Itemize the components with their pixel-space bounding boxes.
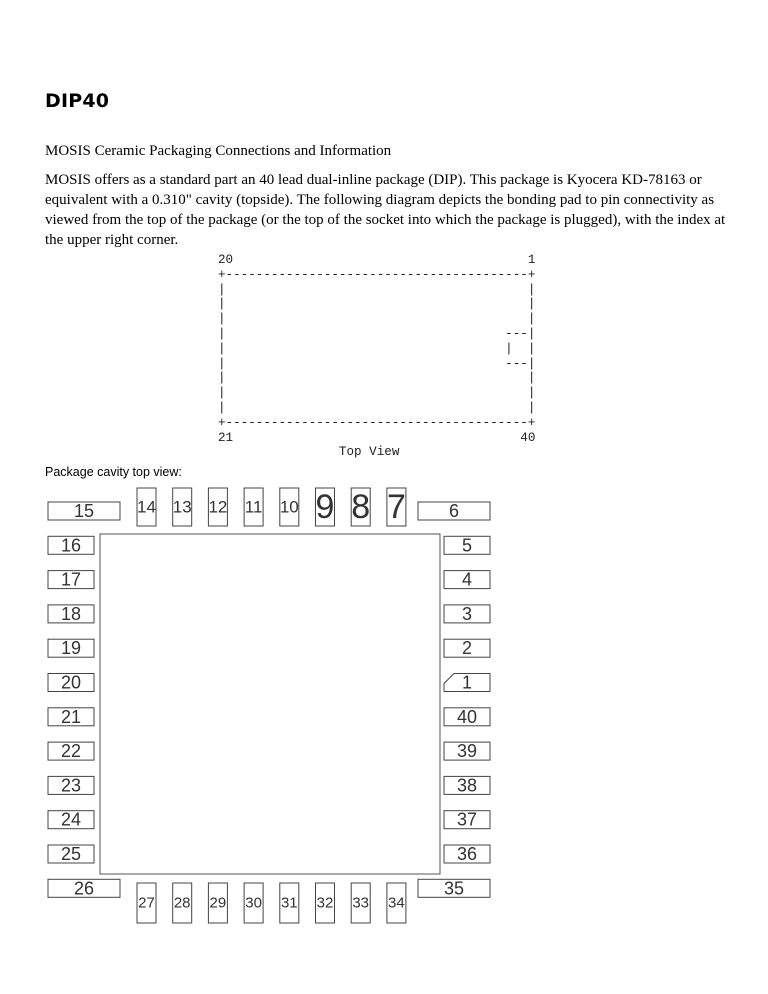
pad-label: 18 xyxy=(60,603,82,624)
cavity-caption: Package cavity top view: xyxy=(45,465,182,479)
pad-label: 30 xyxy=(245,894,262,912)
pad-label: 5 xyxy=(461,535,473,556)
pad-24 xyxy=(48,810,94,830)
cavity-outline xyxy=(100,534,440,874)
pad-16 xyxy=(48,535,94,555)
pad-label: 22 xyxy=(60,741,82,762)
pad-label: 40 xyxy=(456,706,478,727)
pad-26 xyxy=(48,878,120,898)
pad-27 xyxy=(137,883,156,923)
page-title: DIP40 xyxy=(45,90,110,112)
pad-label: 35 xyxy=(443,878,465,899)
pad-19 xyxy=(48,638,94,658)
pad-40 xyxy=(444,707,490,727)
pad-8 xyxy=(351,488,370,526)
pad-label: 10 xyxy=(279,497,299,517)
pad-label: 32 xyxy=(316,894,334,912)
pad-label: 36 xyxy=(456,844,478,864)
pad-23 xyxy=(48,775,94,795)
pad-39 xyxy=(444,741,490,761)
pad-label: 17 xyxy=(60,569,82,590)
pad-label: 23 xyxy=(60,775,82,796)
pad-1 xyxy=(444,673,490,693)
pad-6 xyxy=(418,501,490,521)
pad-31 xyxy=(280,883,299,923)
pad-5 xyxy=(444,535,490,555)
ascii-top-view-diagram: 20 1 +----------------------------------------+ | | | | | | | ---| | | | | ---| | | | | | | +----------------------------------------+ 21 40 Top View xyxy=(218,253,536,460)
pad-label: 6 xyxy=(448,501,460,521)
pad-35 xyxy=(418,878,490,898)
pad-label: 31 xyxy=(280,894,298,912)
pad-label: 38 xyxy=(456,775,478,796)
pad-32 xyxy=(316,883,335,923)
pad-label: 39 xyxy=(456,741,478,762)
pad-3 xyxy=(444,604,490,624)
pad-label: 11 xyxy=(244,497,263,517)
pad-10 xyxy=(280,488,299,526)
pad-label: 9 xyxy=(315,488,335,526)
pad-label: 37 xyxy=(456,809,478,830)
pad-label: 24 xyxy=(60,809,82,830)
pad-14 xyxy=(137,488,156,526)
pad-11 xyxy=(244,488,263,526)
pad-12 xyxy=(208,488,227,526)
pad-30 xyxy=(244,883,263,923)
pad-label: 2 xyxy=(461,638,473,659)
cavity-diagram xyxy=(0,480,768,950)
pad-label: 4 xyxy=(461,569,473,590)
pad-label: 16 xyxy=(60,535,82,556)
pad-22 xyxy=(48,741,94,761)
pad-label: 13 xyxy=(172,497,192,517)
pad-7 xyxy=(387,488,406,526)
pad-20 xyxy=(48,673,94,693)
pad-label: 19 xyxy=(60,638,82,659)
pad-label: 12 xyxy=(208,497,228,517)
pad-label: 21 xyxy=(60,706,82,727)
pad-2 xyxy=(444,638,490,658)
pad-label: 25 xyxy=(60,844,82,864)
pad-13 xyxy=(173,488,192,526)
pad-label: 29 xyxy=(209,894,227,912)
pad-label: 33 xyxy=(352,894,370,912)
pad-18 xyxy=(48,604,94,624)
pad-36 xyxy=(444,844,490,864)
pad-label: 20 xyxy=(60,672,82,693)
pad-25 xyxy=(48,844,94,864)
pad-label: 3 xyxy=(461,603,473,624)
pad-label: 14 xyxy=(137,497,156,517)
pad-4 xyxy=(444,570,490,590)
pad-label: 27 xyxy=(138,894,155,912)
pad-34 xyxy=(387,883,406,923)
pad-label: 26 xyxy=(73,878,95,899)
pad-38 xyxy=(444,775,490,795)
pad-17 xyxy=(48,570,94,590)
subtitle: MOSIS Ceramic Packaging Connections and Information xyxy=(45,143,392,159)
description-paragraph: MOSIS offers as a standard part an 40 lead dual-inline package (DIP). This package is Kyocera KD-78163 or equivalent with a 0.310" cavity (topside). The following diagram depicts the bonding pad to pin connectivity as viewed from the top of the package (or the top of the socket into which the package is plugged), with the index at the upper right corner. xyxy=(45,172,726,248)
pad-label: 1 xyxy=(461,672,473,693)
pad-label: 7 xyxy=(386,488,406,526)
pad-29 xyxy=(208,883,227,923)
pad-9 xyxy=(316,488,335,526)
pad-21 xyxy=(48,707,94,727)
pad-28 xyxy=(173,883,192,923)
pad-37 xyxy=(444,810,490,830)
pad-15 xyxy=(48,501,120,521)
pad-label: 8 xyxy=(351,488,371,526)
pad-33 xyxy=(351,883,370,923)
pad-label: 15 xyxy=(73,501,95,521)
pad-label: 34 xyxy=(388,894,405,912)
pad-label: 28 xyxy=(173,894,191,912)
